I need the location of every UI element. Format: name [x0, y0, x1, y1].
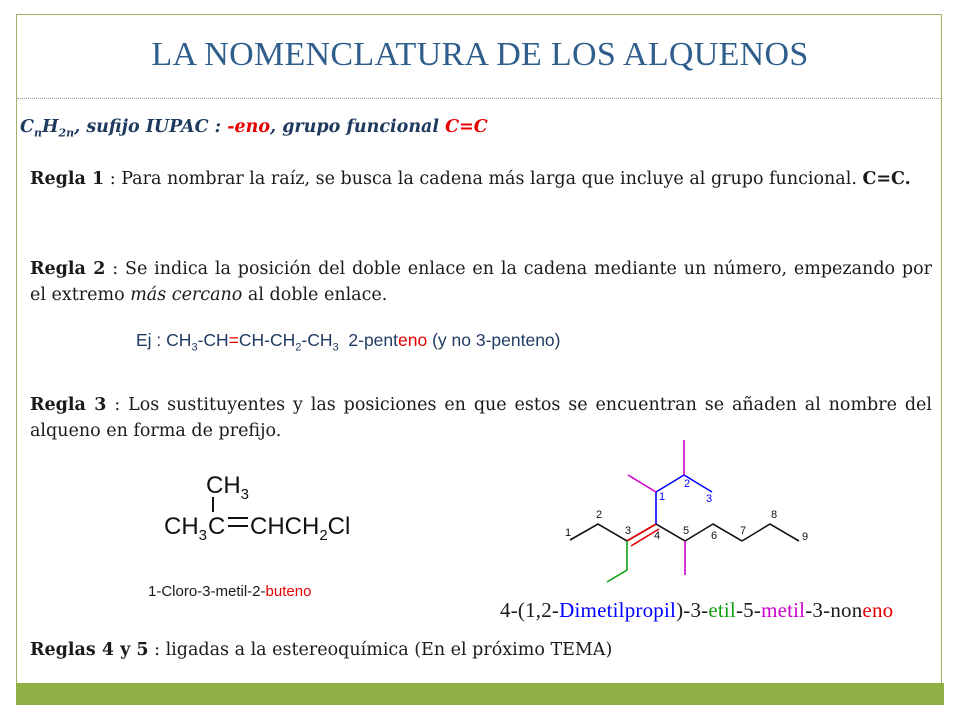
branch-number: 1 — [659, 491, 666, 503]
slide-title: LA NOMENCLATURA DE LOS ALQUENOS — [151, 36, 809, 73]
chain-number: 7 — [740, 525, 747, 537]
ethyl-branch — [607, 541, 627, 582]
chain-number: 9 — [802, 531, 809, 543]
rule-1: Regla 1 : Para nombrar la raíz, se busca la cadena más larga que incluye al grupo funcional. C=C. — [30, 169, 911, 189]
chain-number: 1 — [565, 527, 572, 539]
c-label: C — [208, 513, 226, 540]
title-separator — [17, 98, 941, 99]
branch-number: 2 — [684, 478, 691, 490]
structure-skeletal-nonene — [555, 430, 830, 585]
chain-number: 6 — [711, 530, 718, 542]
chain-number: 3 — [625, 525, 632, 537]
caption-structure-2: 4-(1,2-Dimetilpropil)-3-etil-5-metil-3-noneno — [500, 598, 894, 622]
bottom-bar — [16, 683, 944, 705]
caption-structure-1: 1-Cloro-3-metil-2-buteno — [148, 583, 312, 600]
methyl-branch-1 — [628, 475, 656, 492]
chain-number: 5 — [683, 525, 690, 537]
structure-chloro-methyl-butene — [150, 460, 380, 550]
rule-2: Regla 2 : Se indica la posición del doble enlace en la cadena mediante un número, empezando por el extremo más cercano al doble enlace. — [30, 259, 932, 305]
chain-number: 2 — [596, 509, 603, 521]
chain-number: 8 — [771, 509, 778, 521]
double-bond-red-1 — [627, 524, 656, 541]
methyl-top-label: $CH_3$ — [206, 472, 250, 503]
chch2cl-label: $CHCH_2Cl$ — [250, 513, 351, 544]
example-line: Ej : $CH_3-CH=CH-CH_2-CH_3$ 2-penteno (y no 3-penteno) — [136, 330, 561, 354]
rule-3: Regla 3 : Los sustituyentes y las posiciones en que estos se encuentran se añaden al nombre del alqueno en forma de prefijo. — [30, 395, 932, 441]
propyl-bond-2 — [656, 475, 684, 492]
general-formula: $C_nH_{2n}$, sufijo IUPAC : -eno, grupo funcional C=C — [20, 117, 488, 140]
branch-number: 3 — [706, 493, 713, 505]
ch3-label: $CH_3$ — [164, 513, 208, 544]
rules-4-5: Reglas 4 y 5 : ligadas a la estereoquímica (En el próximo TEMA) — [30, 640, 613, 660]
chain-number: 4 — [654, 530, 661, 542]
